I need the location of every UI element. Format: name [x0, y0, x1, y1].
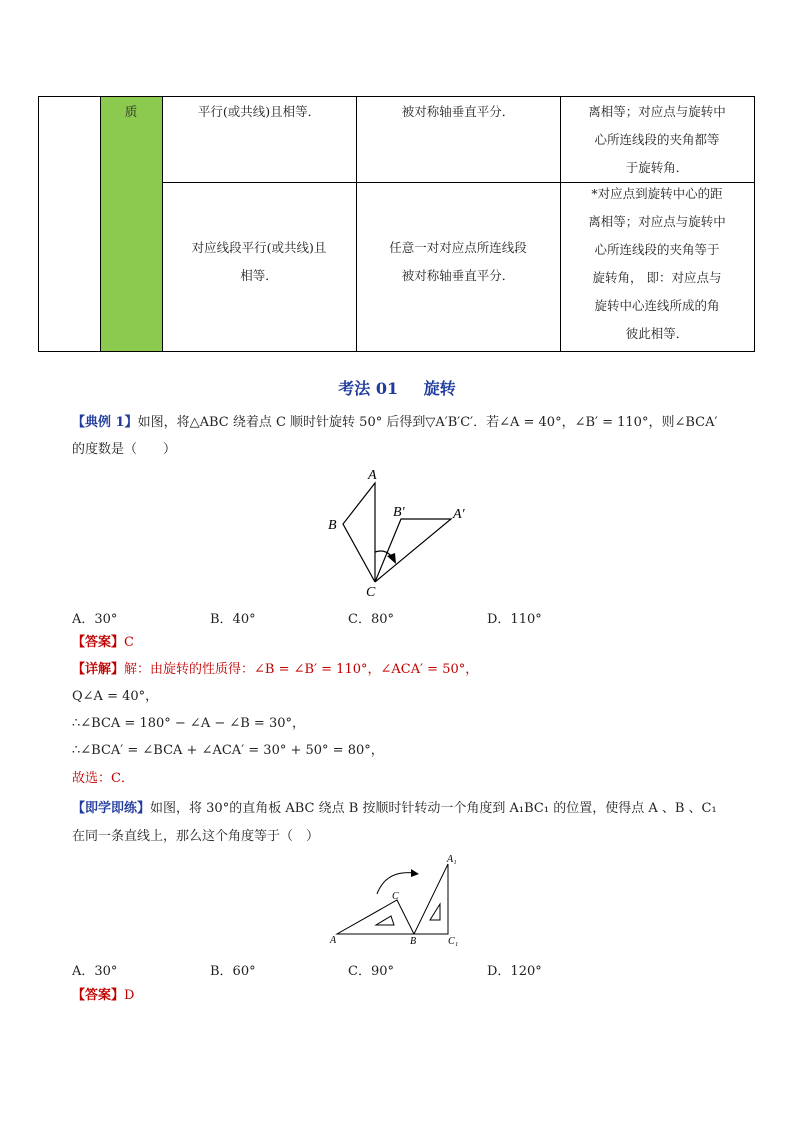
- example1-answer: 【答案】C: [72, 635, 134, 650]
- label-c: C: [392, 891, 399, 902]
- example1-question: 【典例 1】如图，将△ABC 绕着点 C 顺时针旋转 50° 后得到▽A′B′C′．若∠A = 40°，∠B′ = 110°，则∠BCA′: [72, 415, 718, 430]
- row1-col4: 被对称轴垂直平分．: [401, 104, 515, 119]
- property-table: [38, 96, 755, 352]
- label-a: A: [330, 935, 337, 946]
- example1-conclusion: 故选：C．: [72, 771, 134, 786]
- example1-option-b: B．40°: [210, 612, 256, 627]
- row2-col3: 对应线段平行(或共线)且 相等．: [191, 240, 327, 283]
- triangle-abc: [337, 900, 414, 934]
- practice-question: 【即学即练】如图，将 30°的直角板 ABC 绕点 B 按顺时针转动一个角度到 A₁BC₁ 的位置，使得点 A 、B 、C₁: [72, 801, 717, 816]
- rotation-figure-1: [320, 466, 480, 600]
- row2-col4: 任意一对对应点所连线段 被对称轴垂直平分．: [389, 240, 527, 283]
- example1-option-a: A．30°: [72, 612, 118, 627]
- rotation-arrow-head: [411, 869, 419, 877]
- label-c1: C₁: [448, 936, 459, 947]
- practice-question-cont: 在同一条直线上，那么这个角度等于（ ）: [72, 829, 320, 844]
- example1-option-d: D．110°: [487, 612, 542, 627]
- row-label-cell: 质: [124, 104, 138, 119]
- label-b: B: [410, 936, 417, 947]
- example1-detail-line4: ∴∠BCA′ = ∠BCA + ∠ACA′ = 30° + 50° = 80°，: [72, 743, 384, 758]
- example1-detail-line2: Q∠A = 40°，: [72, 689, 159, 704]
- label-a1: A₁: [447, 854, 457, 865]
- label-c: C: [366, 585, 376, 600]
- green-column: [100, 96, 162, 352]
- triangle-abc: [343, 483, 375, 582]
- rotation-figure-2: [324, 852, 474, 950]
- practice-option-c: C．90°: [348, 964, 394, 979]
- example1-question-cont: 的度数是（ ）: [72, 442, 177, 457]
- practice-option-a: A．30°: [72, 964, 118, 979]
- row1-col5: 离相等；对应点与旋转中 心所连线段的夹角都等 于旋转角．: [588, 104, 726, 175]
- triangle-a1bc1-inner: [430, 904, 440, 920]
- label-a: A: [368, 468, 377, 483]
- practice-option-b: B．60°: [210, 964, 256, 979]
- example1-detail-line3: ∴∠BCA = 180° − ∠A − ∠B = 30°，: [72, 716, 306, 731]
- example1-option-c: C．80°: [348, 612, 394, 627]
- triangle-a1bc1: [414, 864, 448, 934]
- label-b-prime: B′: [393, 505, 405, 520]
- section-title: 考法 01 旋转: [338, 379, 456, 398]
- triangle-a1b1c: [375, 519, 451, 582]
- triangle-abc-inner: [376, 916, 394, 925]
- label-a-prime: A′: [453, 507, 465, 522]
- rotation-arrow-head: [387, 553, 396, 564]
- practice-answer: 【答案】D: [72, 988, 135, 1003]
- row2-col5: *对应点到旋转中心的距 离相等；对应点与旋转中 心所连线段的夹角等于 旋转角， 即：对应点与 旋转中心连线所成的角 彼此相等．: [588, 186, 726, 341]
- label-b: B: [328, 518, 337, 533]
- practice-option-d: D．120°: [487, 964, 542, 979]
- example1-detail: 【详解】解：由旋转的性质得：∠B = ∠B′ = 110°，∠ACA′ = 50°，: [72, 662, 479, 677]
- row1-col3: 平行(或共线)且相等．: [197, 104, 321, 119]
